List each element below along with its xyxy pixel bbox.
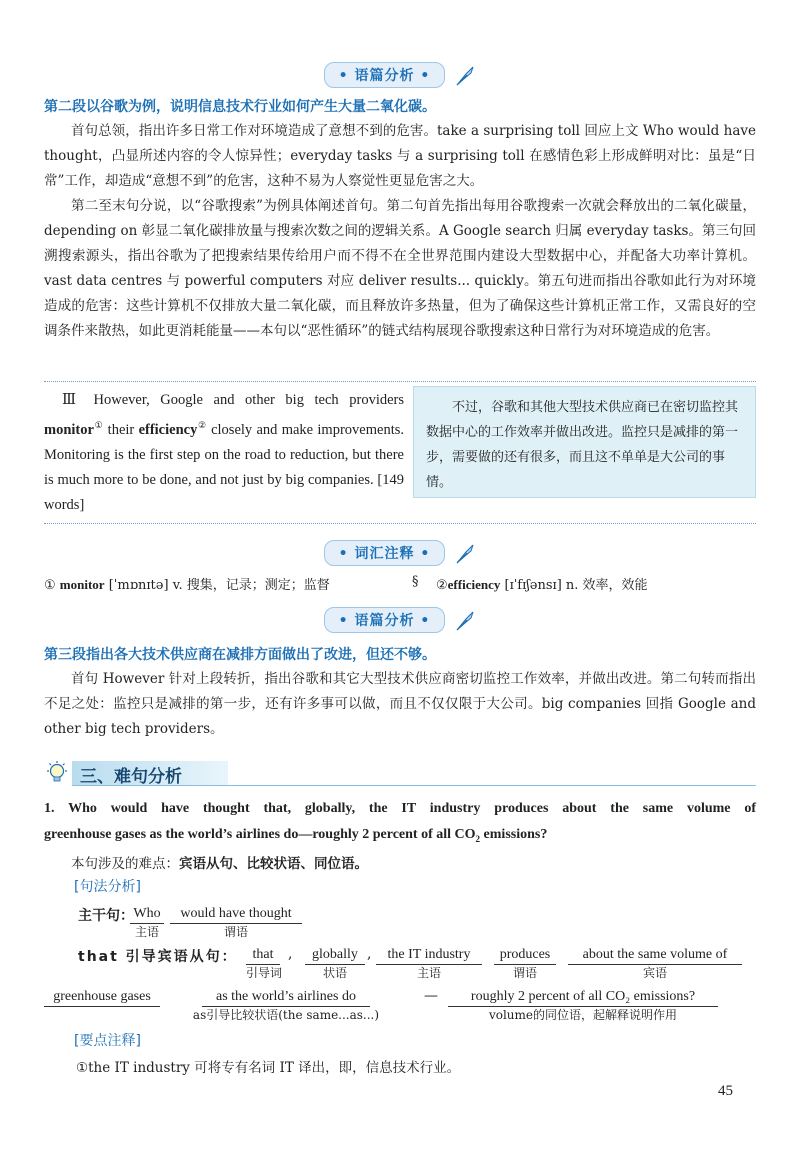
passage-paragraph-3: Ⅲ However, Google and other big tech providers monitor① their efficiency② closely and make improvements. Monitoring is the first step on the road to reduction, but there is much more to be done, and not just by big companies. [149 words]	[44, 392, 405, 513]
vocab-entry-monitor: ① monitor [ˈmɒnɪtə] v. 搜集，记录；测定；监督	[44, 577, 330, 593]
section-title-bar	[44, 760, 756, 786]
object-clause-label: that 引导宾语从句：	[78, 949, 238, 965]
line3-part: greenhouse gases	[44, 988, 160, 1007]
line3-part-appositive: roughly 2 percent of all CO₂ emissions? volume的同位语，起解释说明作用	[448, 988, 718, 1023]
textbook-page: • 语篇分析 • 第二段以谷歌为例，说明信息技术行业如何产生大量二氧化碳。 首句总领，指出许多日常工作对环境造成了意想不到的危害。take a surprising toll 回应上文 Who would have thought，凸显所述内容的令人惊异性；everyday tasks 与 a surprising toll 在感情色彩上形成鲜明对比：虽是“日常”工作，却造成“意想不到”的危害，这种不易为人察觉性更显危害之大。 第二至末句分说，以“谷歌搜索”为例具体阐述首句。第二句首先指出每用谷歌搜索一次就会释放出的二氧化碳量，depending on 彰显二氧化碳排放量与搜索次数之间的逻辑关系。A Google search 归属 everyday tasks。第三句回溯搜索源头，指出谷歌为了把搜索结果传给用户而不得不在全世界范围内建设大型数据中心，并配备大功率计算机。vast data centres 与 powerful computers 对应 deliver results... quickly。第五句进而指出谷歌如此行为对环境造成的危害：这些计算机不仅排放大量二氧化碳，而且释放许多热量，但为了确保这些计算机正常工作，又需良好的空调条件来散热，如此更消耗能量——本句以“恶性循环”的链式结构展现谷歌搜索这种日常行为对环境造成的危害。 Ⅲ However, Google and other big tech providers monitor① their efficiency② closely and make improvements. Monitoring is the first step on the road to reduction, but there is much more to be done, and not just by big companies. [149 words] 不过，谷歌和其他大型技术供应商已在密切监控其数据中心的工作效率并做出改进。监控只是减排的第一步，需要做的还有很多，而且这不单单是大公司的事情。 • 词汇注释 • ① monitor [ˈmɒnɪtə] v. 搜集，记录；测定；监督 § ②efficiency [ɪˈfɪʃənsɪ] n. 效率，效能 • 语篇分析 • 第三段指出各大技术供应商在减排方面做出了改进，但还不够。 首句 However 针对上段转折，指出谷歌和其它大型技术供应商密切监控工作效率，并做出改进。第二句转而指出不足之处：监控只是减排的第一步，还有许多事可以做，而且不仅仅限于大公司。big companies 回指 Google and other big tech providers。 三、难句分析 1. Who would have thought that, globally, the IT industry produces about the same volume of greenhouse gases as the world’s airlines do—roughly 2 percent of all $CO_2$ emissions? 本句涉及的难点：宾语从句、比较状语、同位语。 [句法分析] 主干句： Who 主语 would have thought 谓语 that 引导宾语从句： that 引导词 , globally 状语 , the IT industry 主语 produces 谓语 about the same volume of 宾语 greenhouse gases as the world’s airlines do as引导比较状语(the same...as...) — roughly 2 percent of all CO₂ emissions? volume的同位语，起解释说明作用 [要点注释] ①the IT industry 可将专有名词 IT 译出，即，信息技术行业。 45	[0, 0, 800, 1168]
quill-pen-icon	[454, 543, 476, 565]
analysis-heading: 第二段以谷歌为例，说明信息技术行业如何产生大量二氧化碳。	[44, 99, 436, 115]
quill-pen-icon	[454, 610, 476, 632]
section-title: 三、难句分析	[80, 767, 182, 787]
that-part: produces 谓语	[494, 946, 556, 981]
header-pill: • 语篇分析 •	[324, 607, 446, 633]
analysis-heading: 第三段指出各大技术供应商在减排方面做出了改进，但还不够。	[44, 647, 436, 663]
note-1: ①the IT industry 可将专有名词 IT 译出，即，信息技术行业。	[76, 1060, 461, 1076]
header-pill: • 语篇分析 •	[324, 62, 446, 88]
section-header-discourse-analysis-2	[0, 607, 800, 633]
main-clause-label: 主干句：	[78, 908, 134, 924]
paragraph-numeral: Ⅲ	[62, 392, 83, 408]
line3-part-comparison: as the world’s airlines do as引导比较状语(the same...as...)	[192, 989, 380, 1022]
that-part: that 引导词	[246, 947, 283, 980]
analysis-paragraph-2: 第二至末句分说，以“谷歌搜索”为例具体阐述首句。第二句首先指出每用谷歌搜索一次就会释放出的二氧化碳量，depending on 彰显二氧化碳排放量与搜索次数之间的逻辑关系。A Google search 归属 everyday tasks。第三句回溯搜索源头，指出谷歌为了把搜索结果传给用户而不得不在全世界范围内建设大型数据中心，并配备大功率计算机。vast data centres 与 powerful computers 对应 deliver results... quickly。第五句进而指出谷歌如此行为对环境造成的危害：这些计算机不仅排放大量二氧化碳，而且释放许多热量，但为了确保这些计算机正常工作，又需良好的空调条件来散热，如此更消耗能量——本句以“恶性循环”的链式结构展现谷歌搜索这种日常行为对环境造成的危害。	[44, 198, 756, 339]
header-pill: • 词汇注释 •	[324, 540, 446, 566]
that-part: the IT industry 主语	[376, 946, 482, 981]
vocab-word-monitor: monitor	[44, 421, 94, 438]
main-part-subject: Who 主语	[130, 905, 164, 940]
that-part: globally 状语	[305, 946, 365, 981]
that-part: about the same volume of 宾语	[568, 946, 742, 981]
difficulty-line: 本句涉及的难点：宾语从句、比较状语、同位语。	[71, 855, 368, 872]
key-notes-tag: [要点注释]	[74, 1033, 141, 1049]
para3-analysis	[44, 643, 756, 742]
lightbulb-icon	[44, 760, 70, 786]
main-part-predicate: would have thought 谓语	[170, 905, 302, 940]
quill-pen-icon	[454, 65, 476, 87]
para2-analysis	[44, 95, 756, 344]
difficult-sentence-1: 1. Who would have thought that, globally, the IT industry produces about the same volume of greenhouse gases as the world’s airlines do—roughly 2 percent of all $CO_2$ emissions? 本句涉及的难点：宾语从句、比较状语、同位语。	[44, 796, 756, 876]
vocab-separator: §	[412, 574, 419, 589]
divider	[44, 381, 756, 382]
analysis-paragraph-1: 首句总领，指出许多日常工作对环境造成了意想不到的危害。take a surprising toll 回应上文 Who would have thought，凸显所述内容的令人惊异性；everyday tasks 与 a surprising toll 在感情色彩上形成鲜明对比：虽是“日常”工作，却造成“意想不到”的危害，这种不易为人察觉性更显危害之大。	[44, 123, 756, 189]
page-number: 45	[718, 1083, 733, 1099]
divider	[44, 523, 756, 524]
section-header-vocabulary	[0, 540, 800, 566]
section-header-discourse-analysis	[0, 62, 800, 88]
word-count: [149 words]	[44, 471, 405, 513]
vocab-entry-efficiency: ②efficiency [ɪˈfɪʃənsɪ] n. 效率，效能	[436, 577, 648, 593]
passage-text: However, Google and other big tech providers	[93, 392, 405, 408]
translation-box: 不过，谷歌和其他大型技术供应商已在密切监控其数据中心的工作效率并做出改进。监控只是减排的第一步，需要做的还有很多，而且这不单单是大公司的事情。	[413, 386, 756, 498]
analysis-paragraph: 首句 However 针对上段转折，指出谷歌和其它大型技术供应商密切监控工作效率，并做出改进。第二句转而指出不足之处：监控只是减排的第一步，还有许多事可以做，而且不仅仅限于大公司。big companies 回指 Google and other big tech providers。	[44, 671, 756, 737]
vocab-word-efficiency: efficiency	[138, 421, 198, 438]
syntax-analysis-tag: [句法分析]	[74, 879, 141, 895]
